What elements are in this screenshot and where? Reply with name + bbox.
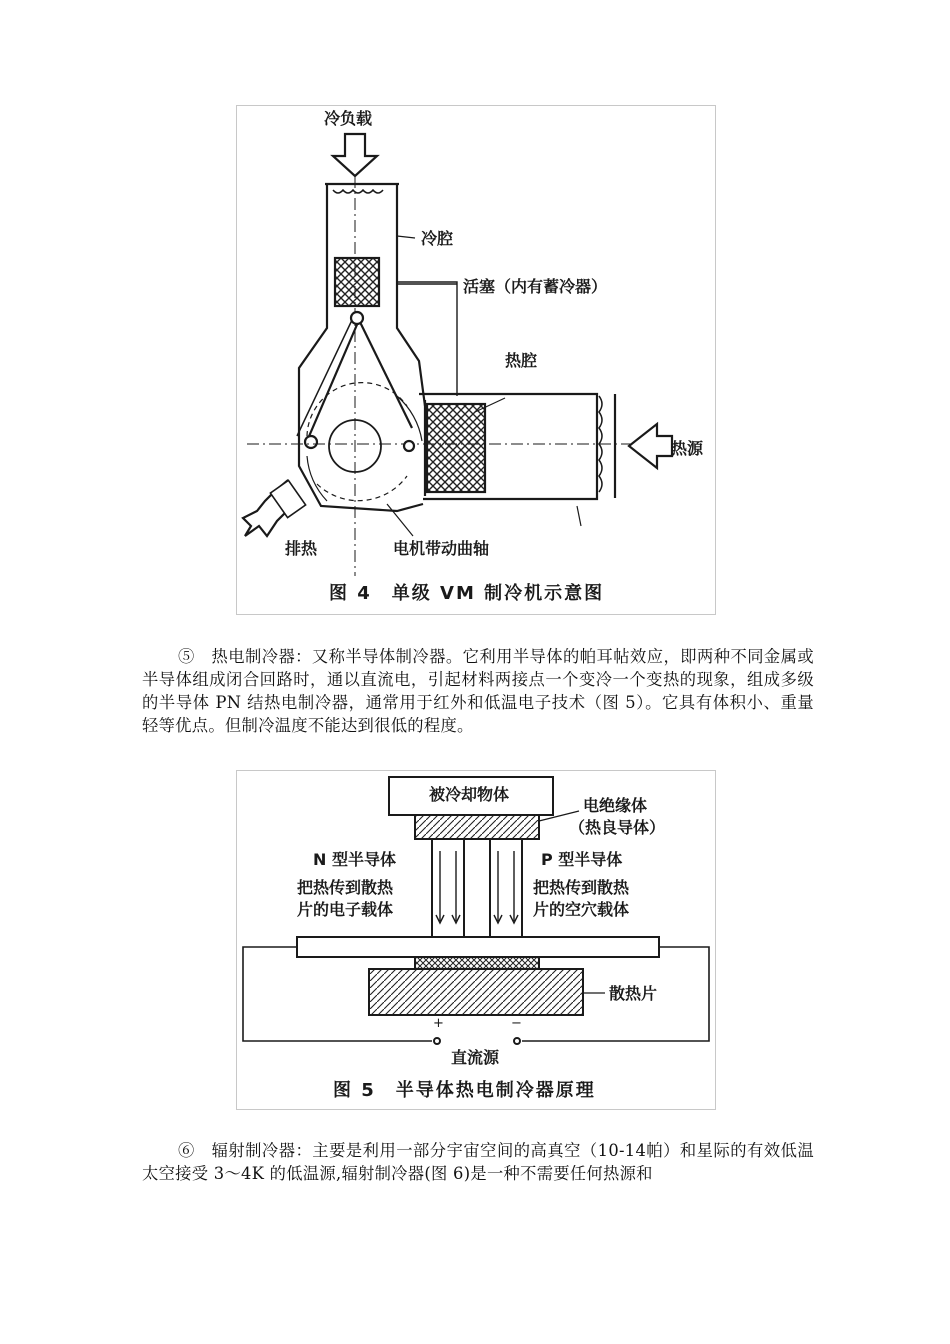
label-insulator-note: （热良导体）: [569, 818, 666, 837]
label-n-type: N 型半导体: [313, 850, 396, 869]
label-p-type: P 型半导体: [541, 850, 623, 869]
figure-5: [236, 770, 716, 1110]
label-n-desc-1: 把热传到散热: [297, 878, 394, 897]
p-type-leg: [490, 839, 522, 939]
heat-sink: [369, 969, 583, 1015]
n-type-leg: [432, 839, 464, 939]
label-heat-rejection: 排热: [285, 539, 318, 558]
conductor-plate: [297, 937, 659, 957]
figure-4: [236, 105, 716, 615]
label-motor-crank: 电机带动曲轴: [393, 539, 490, 558]
label-piston: 活塞（内有蓄冷器）: [463, 277, 608, 296]
figure-5-caption: 图 5 半导体热电制冷器原理: [333, 1080, 596, 1101]
insulator-layer: [415, 815, 539, 839]
label-heat-source: 热源: [671, 439, 704, 458]
label-cooled-object: 被冷却物体: [429, 785, 510, 804]
figure-4-caption: 图 4 单级 VM 制冷机示意图: [329, 583, 605, 604]
label-cold-load: 冷负载: [324, 109, 373, 128]
cold-load-arrow: [333, 134, 377, 176]
paragraph-radiative: ⑥ 辐射制冷器：主要是利用一部分宇宙空间的高真空（10-14帕）和星际的有效低温太空接受 3～4K 的低温源,辐射制冷器(图 6)是一种不需要任何热源和: [142, 1141, 814, 1183]
label-hot-chamber: 热腔: [505, 351, 538, 370]
label-insulator: 电绝缘体: [583, 796, 648, 815]
label-p-desc-1: 把热传到散热: [533, 878, 630, 897]
hot-piston: [427, 404, 485, 492]
label-p-desc-2: 片的空穴载体: [533, 900, 630, 919]
label-heat-sink: 散热片: [609, 984, 658, 1003]
heat-source-arrow: [629, 424, 672, 468]
piston-regenerator: [335, 258, 379, 306]
label-n-desc-2: 片的电子载体: [297, 900, 394, 919]
label-cold-chamber: 冷腔: [421, 229, 454, 248]
label-minus: −: [511, 1016, 522, 1031]
paragraph-thermoelectric: ⑤ 热电制冷器：又称半导体制冷器。它利用半导体的帕耳帖效应，即两种不同金属或半导体组成闭合回路时，通以直流电，引起材料两接点一个变冷一个变热的现象，组成多级的半导体 PN 结热电制冷器，通常用于红外和低温电子技术（图 5）。它具有体积小、重量轻等优点。但制冷温度不能达到很低的程度。: [142, 647, 814, 735]
label-dc-source: 直流源: [451, 1048, 500, 1067]
label-plus: +: [433, 1016, 444, 1031]
